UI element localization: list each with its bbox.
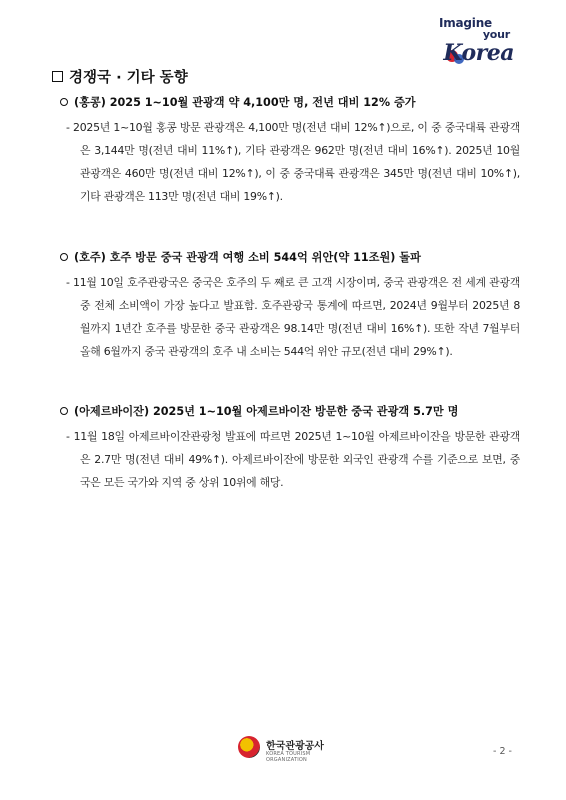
logo-line-2: your: [482, 28, 510, 41]
news-heading-text: (홍콩) 2025 1~10월 관광객 약 4,100만 명, 전년 대비 12% 증가: [74, 96, 416, 109]
news-item-azerbaijan: [60, 403, 520, 494]
news-heading-text: (호주) 호주 방문 중국 관광객 여행 소비 544억 위안(약 11조원) 돌파: [74, 251, 421, 264]
news-heading: [60, 249, 520, 265]
logo-line-1: Imagine: [438, 16, 492, 30]
kto-emblem-icon: [238, 736, 260, 758]
imagine-your-korea-logo: [430, 14, 514, 66]
circle-bullet-icon: [60, 253, 68, 261]
news-heading: [60, 403, 520, 419]
news-heading: [60, 94, 520, 110]
news-body: - 2025년 1~10월 홍콩 방문 관광객은 4,100만 명(전년 대비 12%↑)으로, 이 중 중국대륙 관광객은 3,144만 명(전년 대비 11%↑), 기타 관광객은 962만 명(전년 대비 16%↑). 2025년 10월 관광객은 460만 명(전년 대비 12%↑), 이 중 중국대륙 관광객은 345만 명(전년 대비 10%↑), 기타 관광객은 113만 명(전년 대비 19%↑).: [66, 121, 520, 203]
square-bullet-icon: [52, 71, 63, 82]
news-body: - 11월 10일 호주관광국은 중국은 호주의 두 째로 큰 고객 시장이며, 중국 관광객은 전 세계 관광객 중 전체 소비액이 가장 높다고 발표함. 호주관광국 통계에 따르면, 2024년 9월부터 2025년 8월까지 1년간 호주를 방문한 중국 관광객은 98.14만 명(전년 대비 16%↑). 또한 작년 7월부터 올해 6월까지 중국 관광객의 호주 내 소비는 544억 위안 규모(전년 대비 29%↑).: [66, 276, 520, 358]
kto-org-sub: KOREA TOURISM ORGANIZATION: [266, 751, 311, 763]
kto-org-name: 한국관광공사: [266, 741, 324, 752]
news-heading-text: (아제르바이잔) 2025년 1~10월 아제르바이잔 방문한 중국 관광객 5.7만 명: [74, 405, 459, 418]
section-title: [52, 66, 188, 87]
circle-bullet-icon: [60, 407, 68, 415]
page-number: - 2 -: [493, 746, 512, 757]
news-item-hongkong: [60, 94, 520, 208]
news-item-australia: [60, 249, 520, 363]
logo-line-3: Korea: [443, 40, 514, 66]
section-title-text: 경쟁국 · 기타 동향: [69, 70, 188, 86]
circle-bullet-icon: [60, 98, 68, 106]
news-body: - 11월 18일 아제르바이잔관광청 발표에 따르면 2025년 1~10월 아제르바이잔을 방문한 관광객은 2.7만 명(전년 대비 49%↑). 아제르바이잔에 방문한 외국인 관광객 수를 기준으로 보면, 중국은 모든 국가와 지역 중 상위 10위에 해당.: [66, 430, 520, 489]
kto-footer-logo: [238, 734, 348, 764]
